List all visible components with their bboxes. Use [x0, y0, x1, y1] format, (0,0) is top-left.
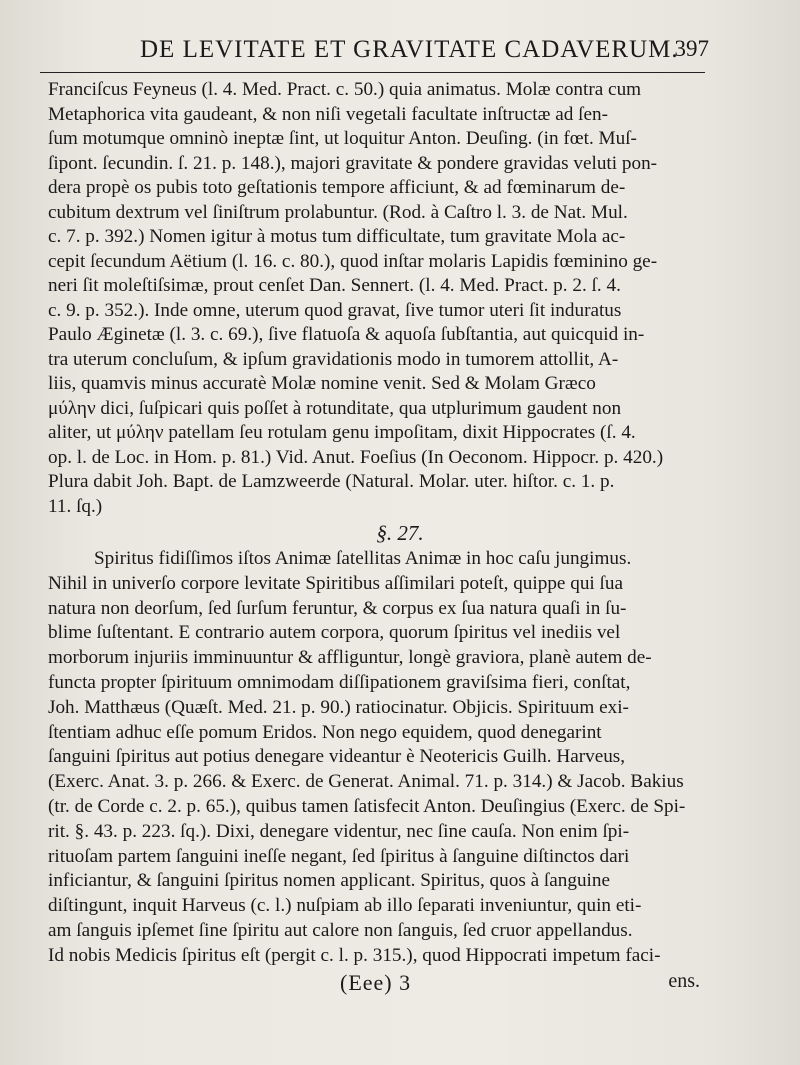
text-line: am ſanguis ipſemet ſine ſpiritu aut calore non ſanguis, ſed cruor appellandus. [48, 919, 633, 941]
text-line: aliter, ut μύλην patellam ſeu rotulam genu impoſitam, dixit Hippocrates (ſ. 4. [48, 422, 636, 443]
text-line: rit. §. 43. p. 223. ſq.). Dixi, denegare videntur, nec ſine cauſa. Non enim ſpi- [48, 820, 630, 842]
text-line: blime ſuſtentant. E contrario autem corpora, quorum ſpiritus vel inediis vel [48, 622, 621, 644]
text-line: 11. ſq.) [48, 495, 103, 517]
text-line: op. l. de Loc. in Hom. p. 81.) Vid. Anut. Foeſius (In Oeconom. Hippocr. p. 420.) [48, 446, 664, 468]
text-line: Id nobis Medicis ſpiritus eſt (pergit c. l. p. 315.), quod Hippocrati impetum faci- [48, 944, 661, 966]
text-line: ſum motumque omninò ineptæ ſint, ut loquitur Anton. Deuſing. (in fœt. Muſ- [48, 128, 637, 149]
text-line: Paulo Æginetæ (l. 3. c. 69.), ſive flatuoſa & aquoſa ſubſtantia, aut quicquid in- [48, 324, 645, 345]
section-heading: §. 27. [376, 521, 424, 545]
text-line: ſtentiam adhuc eſſe pomum Eridos. Non nego equidem, quod denegarint [48, 721, 602, 743]
text-line: cubitum dextrum vel ſiniſtrum prolabuntur. (Rod. à Caſtro l. 3. de Nat. Mul. [48, 201, 628, 223]
text-line: natura non deorſum, ſed ſurſum feruntur, & corpus ex ſua natura quaſi in ſu- [48, 597, 627, 619]
text-line: ſipont. ſecundin. ſ. 21. p. 148.), majori gravitate & pondere gravidas veluti pon- [48, 152, 658, 174]
text-line: (tr. de Corde c. 2. p. 65.), quibus tamen ſatisfecit Anton. Deuſingius (Exerc. de Spi- [48, 795, 686, 817]
text-line: morborum injuriis imminuuntur & affliguntur, longè graviora, planè autem de- [48, 647, 652, 669]
text-line: neri ſit moleſtiſsimæ, prout cenſet Dan. Sennert. (l. 4. Med. Pract. p. 2. ſ. 4. [48, 275, 621, 296]
text-line: Joh. Matthæus (Quæſt. Med. 21. p. 90.) ratiocinatur. Objicis. Spirituum exi- [48, 696, 629, 718]
text-line: functa propter ſpirituum omnimodam diſſipationem graviſsima fieri, conſtat, [48, 671, 631, 693]
running-title: DE LEVITATE ET GRAVITATE CADAVERUM. [140, 36, 679, 63]
text-line: ſanguini ſpiritus aut potius denegare videantur è Neotericis Guilh. Harveus, [48, 746, 626, 768]
page-number: 397 [674, 36, 709, 61]
text-line: cepit ſecundum Aëtium (l. 16. c. 80.), quod inſtar molaris Lapidis fœminino ge- [48, 250, 658, 272]
text-line: (Exerc. Anat. 3. p. 266. & Exerc. de Generat. Animal. 71. p. 314.) & Jacob. Bakius [48, 771, 684, 793]
text-line: diſtingunt, inquit Harveus (c. l.) nuſpiam ab illo ſeparati inveniuntur, quin eti- [48, 895, 642, 917]
signature-mark: (Eee) 3 [340, 970, 412, 995]
text-line: rituoſam partem ſanguini ineſſe negant, ſed ſpiritus à ſanguine diſtinctos dari [48, 845, 630, 867]
text-line: μύλην dici, ſuſpicari quis poſſet à rotunditate, qua utplurimum gaudent non [48, 397, 622, 419]
text-line: tra uterum concluſum, & ipſum gravidationis modo in tumorem attollit, A- [48, 348, 619, 370]
catchword: ens. [668, 970, 700, 992]
page-header [40, 32, 709, 73]
text-line: Nihil in univerſo corpore levitate Spiritibus aſſimilari poteſt, quippe qui ſua [48, 572, 623, 594]
text-line: c. 9. p. 352.). Inde omne, uterum quod gravat, ſive tumor uteri ſit induratus [48, 299, 622, 321]
text-line: liis, quamvis minus accuratè Molæ nomine venit. Sed & Molam Græco [48, 373, 596, 394]
text-line: Plura dabit Joh. Bapt. de Lamzweerde (Natural. Molar. uter. hiſtor. c. 1. p. [48, 471, 615, 492]
text-line: c. 7. p. 392.) Nomen igitur à motus tum difficultate, tum gravitate Mola ac- [48, 226, 626, 247]
text-line: Spiritus fidiſſimos iſtos Animæ ſatellitas Animæ in hoc caſu jungimus. [94, 548, 632, 569]
text-line: inficiantur, & ſanguini ſpiritus nomen applicant. Spiritus, quos à ſanguine [48, 870, 610, 892]
text-line: Franciſcus Feyneus (l. 4. Med. Pract. c. 50.) quia animatus. Molæ contra cum [48, 79, 642, 100]
text-block-2 [48, 547, 698, 969]
text-line: dera propè os pubis toto geſtationis tempore afficiunt, & ad fœminarum de- [48, 177, 626, 198]
text-line: Metaphorica vita gaudeant, & non niſi vegetali facultate inſtructæ ad ſen- [48, 103, 608, 125]
text-block-1 [48, 78, 698, 519]
